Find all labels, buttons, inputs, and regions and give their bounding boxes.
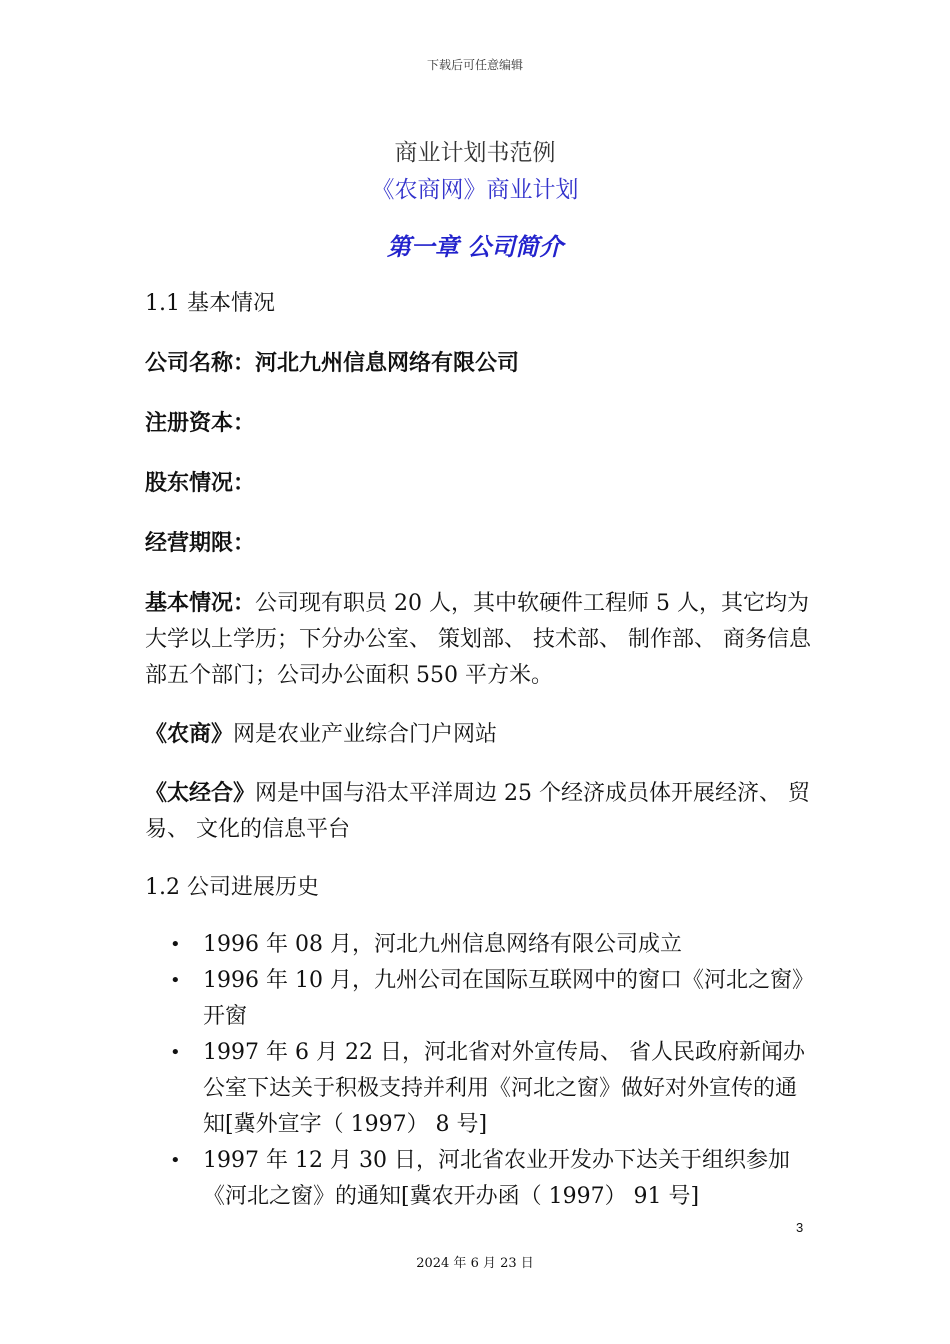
registered-capital-field — [145, 405, 815, 442]
term-label: 经营期限： — [145, 530, 256, 556]
bullet-icon: • — [170, 970, 181, 991]
document-subtitle: 《农商网》商业计划 — [371, 177, 579, 203]
basic-info-text: 公司现有职员 20 人，其中软硬件工程师 5 人，其它均为大学以上学历；下分办公室、 策划部、 技术部、 制作部、 商务信息部五个部门；公司办公面积 550 平方米。 — [145, 591, 811, 688]
history-text: 1996 年 08 月，河北九州信息网络有限公司成立 — [203, 932, 682, 957]
nongshang-label: 《农商》 — [145, 721, 234, 747]
page-number: 3 — [796, 1220, 804, 1235]
taijinghe-label: 《太经合》 — [145, 780, 256, 806]
section-heading-1-1: 1.1 基本情况 — [145, 291, 275, 316]
shareholders-label: 股东情况： — [145, 470, 256, 496]
company-name-label: 公司名称： — [145, 350, 256, 376]
term-field — [145, 525, 815, 562]
basic-info-label: 基本情况： — [145, 590, 256, 616]
bullet-icon: • — [170, 1150, 181, 1171]
footer-date: 2024 年 6 月 23 日 — [416, 1256, 534, 1271]
document-body — [145, 286, 815, 1215]
history-text: 1996 年 10 月，九州公司在国际互联网中的窗口《河北之窗》开窗 — [203, 968, 814, 1029]
nongshang-paragraph — [145, 716, 815, 753]
company-name-field — [145, 345, 815, 382]
taijinghe-paragraph — [145, 775, 815, 848]
history-text: 1997 年 6 月 22 日，河北省对外宣传局、 省人民政府新闻办公室下达关于积极支持并利用《河北之窗》做好对外宣传的通知[冀外宣字（ 1997） 8 号] — [203, 1040, 805, 1137]
nongshang-text: 网是农业产业综合门户网站 — [233, 722, 498, 747]
company-name-value: 河北九州信息网络有限公司 — [255, 350, 520, 376]
basic-info-paragraph — [145, 585, 815, 694]
history-list — [145, 927, 815, 1215]
list-item — [145, 963, 815, 1035]
document-title: 商业计划书范例 — [394, 140, 556, 166]
registered-capital-label: 注册资本： — [145, 410, 256, 436]
section-heading-1-2: 1.2 公司进展历史 — [145, 875, 319, 900]
list-item — [145, 927, 815, 963]
list-item — [145, 1143, 815, 1215]
list-item — [145, 1035, 815, 1143]
header-note: 下载后可任意编辑 — [426, 58, 523, 72]
bullet-icon: • — [170, 934, 181, 955]
chapter-heading: 第一章 公司简介 — [386, 233, 564, 261]
bullet-icon: • — [170, 1042, 181, 1063]
taijinghe-text: 网是中国与沿太平洋周边 25 个经济成员体开展经济、 贸易、 文化的信息平台 — [145, 781, 810, 842]
history-text: 1997 年 12 月 30 日，河北省农业开发办下达关于组织参加《河北之窗》的通知[冀农开办函（ 1997） 91 号] — [203, 1148, 790, 1209]
shareholders-field — [145, 465, 815, 502]
